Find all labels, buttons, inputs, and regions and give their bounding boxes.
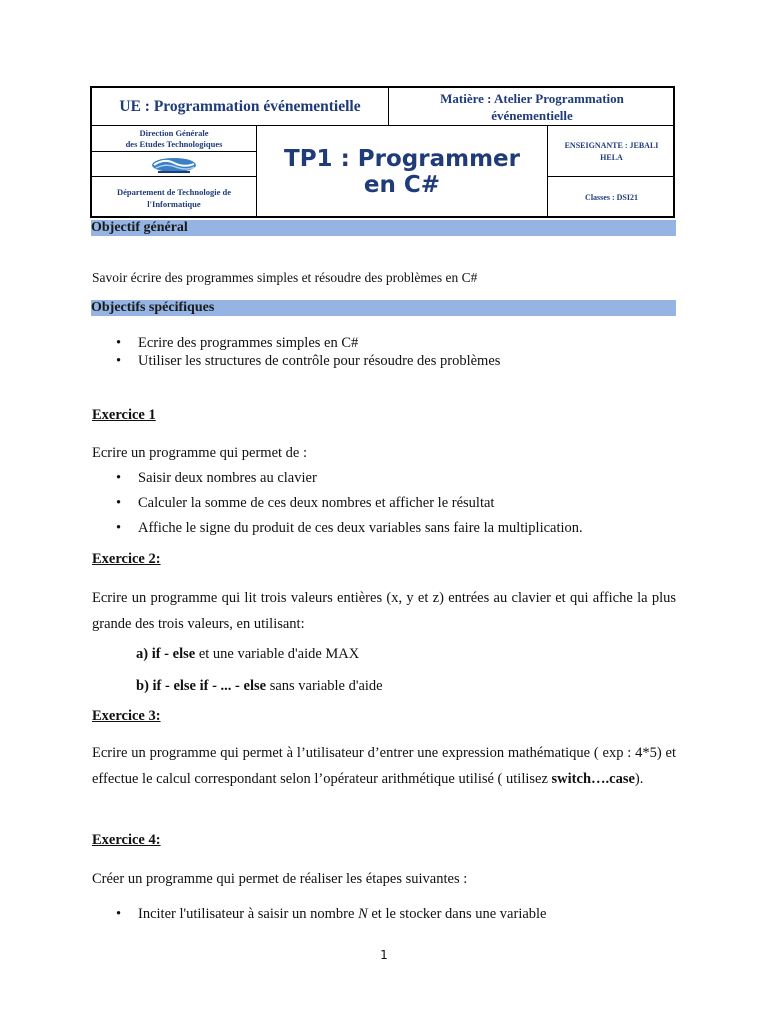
- exercice2-option-b: b) if - else if - ... - else sans variable d'aide: [136, 678, 383, 694]
- tp-title: [257, 126, 547, 218]
- bullet-icon: •: [116, 520, 122, 536]
- classes-cell: Classes : DSI21: [585, 193, 638, 202]
- page-number: 1: [380, 948, 388, 962]
- bullet-icon: •: [116, 335, 122, 351]
- exercice4-title: Exercice 4:: [92, 832, 161, 848]
- bullet-icon: •: [116, 470, 122, 486]
- departement-line2: l'Informatique: [147, 198, 201, 209]
- objectif-general-text: Savoir écrire des programmes simples et résoudre des problèmes en C#: [92, 270, 478, 285]
- enseignante-line2: HELA: [600, 152, 623, 162]
- exercice3-text: Ecrire un programme qui permet à l’utilisateur d’entrer une expression mathématique ( exp : 4*5) et effectue le calcul correspondant selon l’opérateur arithmétique utilisé ( utilisez switch….case).: [92, 745, 676, 787]
- exercice3-title: Exercice 3:: [92, 708, 161, 724]
- tp-title-line1: TP1 : Programmer: [284, 146, 520, 172]
- institution-logo: [92, 152, 256, 177]
- objectif-general-heading: Objectif général: [91, 220, 676, 236]
- document-page: UE : Programmation événementielle Matière : Atelier Programmation événementielle Direction Générale des Etudes Technologiques Département de Technologie de l'Informatique TP1 : Programmer en C# ENSEIGNANTE : JEBALI HELA Classes : DSI21 Objectif général Savoir écrire des programmes simples et résoudre des problèmes en C# Objectifs spécifiques • Ecrire des programmes simples en C# • Utiliser les structures de contrôle pour résoudre des problèmes Exercice 1 Ecrire un programme qui permet de : • Saisir deux nombres au clavier • Calculer la somme de ces deux nombres et afficher le résultat • Affiche le signe du produit de ces deux variables sans faire la multiplication. Exercice 2: Ecrire un programme qui lit trois valeurs entières (x, y et z) entrées au clavier et qui affiche la plus grande des trois valeurs, en utilisant: a) if - else et une variable d'aide MAX b) if - else if - ... - else sans variable d'aide Exercice 3: Ecrire un programme qui permet à l’utilisateur d’entrer une expression mathématique ( exp : 4*5) et effectue le calcul correspondant selon l’opérateur arithmétique utilisé ( utilisez switch….case). Exercice 4: Créer un programme qui permet de réaliser les étapes suivantes : • Inciter l'utilisateur à saisir un nombre N et le stocker dans une variable 1: [0, 0, 768, 1024]
- exercice1-intro: Ecrire un programme qui permet de :: [92, 445, 308, 461]
- direction-line1: Direction Générale: [139, 128, 209, 138]
- direction-line2: des Etudes Technologiques: [125, 139, 223, 149]
- tp-title-line2: en C#: [363, 172, 441, 198]
- objectifs-specifiques-heading: Objectifs spécifiques: [91, 300, 676, 316]
- direction-cell: [92, 126, 256, 152]
- bullet-icon: •: [116, 353, 122, 369]
- exercice2-text: Ecrire un programme qui lit trois valeurs entières (x, y et z) entrées au clavier et qui affiche la plus grande des trois valeurs, en utilisant:: [92, 590, 676, 632]
- departement-cell: [92, 177, 256, 218]
- matiere-cell: [389, 88, 675, 126]
- exercice1-title: Exercice 1: [92, 407, 156, 423]
- ue-title: UE : Programmation événementielle: [119, 98, 361, 115]
- matiere-line1: Matière : Atelier Programmation: [440, 91, 624, 106]
- enseignante-line1: ENSEIGNANTE : JEBALI: [564, 140, 659, 150]
- enseignante-cell: [548, 126, 675, 177]
- matiere-line2: événementielle: [491, 108, 573, 123]
- exercice2-title: Exercice 2:: [92, 551, 161, 567]
- departement-line1: Département de Technologie de: [116, 186, 232, 197]
- logo-icon: [148, 155, 200, 175]
- exercice2-option-a: a) if - else et une variable d'aide MAX: [136, 646, 360, 662]
- bullet-icon: •: [116, 906, 122, 922]
- exercice4-intro: Créer un programme qui permet de réaliser les étapes suivantes :: [92, 871, 468, 887]
- header-table: [90, 86, 675, 218]
- bullet-icon: •: [116, 495, 122, 511]
